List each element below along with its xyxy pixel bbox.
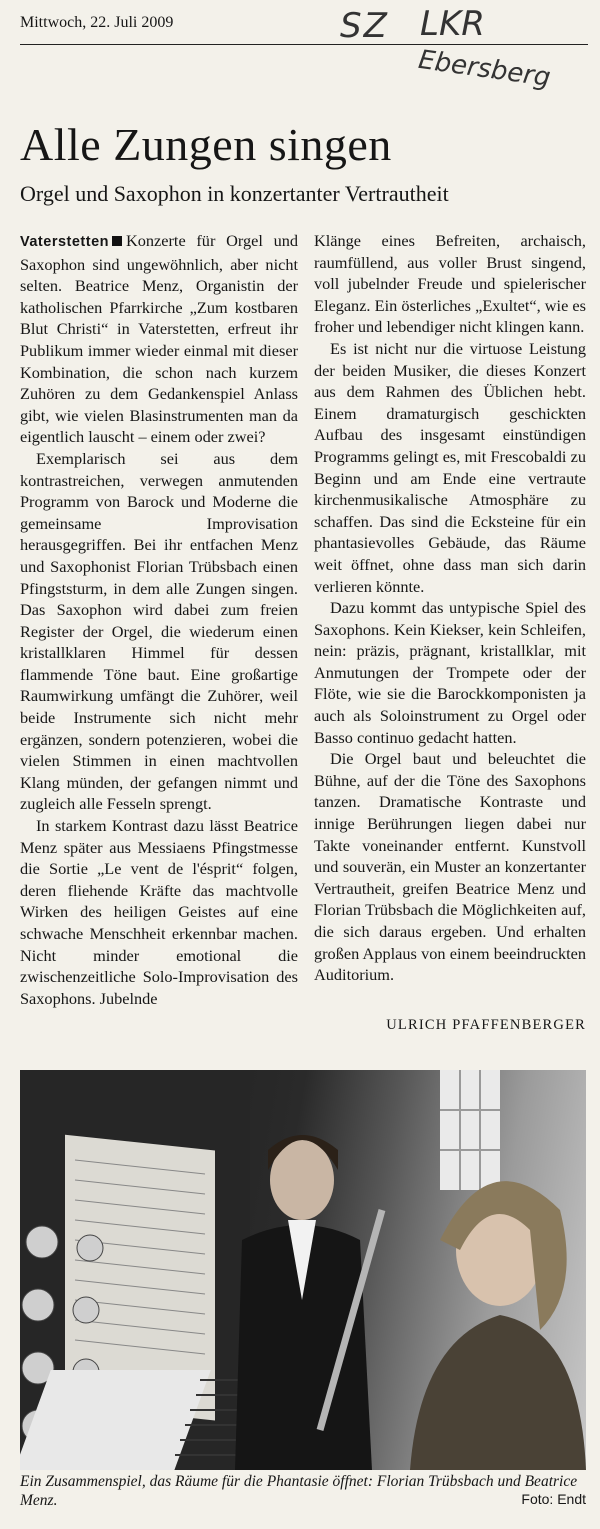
- author-byline: ULRICH PFAFFENBERGER: [386, 1017, 586, 1033]
- handwritten-note-3: Ebersberg: [416, 44, 553, 94]
- subheadline: Orgel und Saxophon in konzertanter Vertrautheit: [20, 181, 449, 206]
- article-column-2: [314, 230, 586, 986]
- paragraph: Dazu kommt das untypische Spiel des Saxophons. Kein Kiekser, kein Schleifen, nein: präzis, prägnant, kristallklar, mit Anmutungen der Trompete oder der Flöte, wie sie die Barockkomponisten ja auch als Soloinstrument zu Orgel oder Basso continuo gedacht hatten.: [314, 598, 586, 747]
- header-rule: [20, 44, 588, 45]
- dateline: Mittwoch, 22. Juli 2009: [20, 14, 174, 31]
- paragraph: [20, 230, 298, 448]
- paragraph: Die Orgel baut und beleuchtet die Bühne, auf der die Töne des Saxophons tanzen. Dramatische Kontraste und innige Berührungen liegen dabei nur Takte voneinander entfernt. Kunstvoll und souverän, ein Muster an konzertanter Vertrautheit, greifen Beatrice Menz und Florian Trübsbach die Möglichkeiten auf, die sich daraus ergeben. Und erhalten großen Applaus von einem beeindruckten Auditorium.: [314, 749, 586, 985]
- article-photo: [20, 1070, 586, 1470]
- handwritten-note-1: SZ: [340, 6, 389, 46]
- paragraph: Klänge eines Befreiten, archaisch, raumfüllend, aus voller Brust singend, voll jubelnder Freude und spielerischer Eleganz. Ein österliches „Exultet“, wie es froher und lebendiger nicht klingen kann.: [314, 231, 586, 337]
- article-column-1: [20, 230, 298, 1009]
- square-bullet-icon: [112, 236, 122, 246]
- photo-credit: Foto: Endt: [521, 1491, 586, 1507]
- photo-illustration: [20, 1070, 586, 1470]
- paragraph: Exemplarisch sei aus dem kontrastreichen, verwegen anmutenden Programm von Barock und Moderne die gemeinsame Improvisation herausgegriffen. Bei ihr entfachen Menz und Saxophonist Florian Trübsbach einen Pfingststurm, in dem alle Zungen singen. Das Saxophon wird dabei zum freien Register der Orgel, die wiederum einen kristallklaren Himmel für dessen flammende Töne baut. Eine großartige Raumwirkung umfängt die Zuhörer, weil beide Instrumente sich nicht mehr ergänzen, sondern potenzieren, wobei die vielen Stimmen in einen machtvollen Klang münden, der gefangen nimmt und zugleich alle Fesseln sprengt.: [20, 448, 298, 814]
- location-dateline: Vaterstetten: [20, 234, 110, 250]
- paragraph: In starkem Kontrast dazu lässt Beatrice Menz später aus Messiaens Pfingstmesse die Sortie „Le vent de l'ésprit“ folgen, deren fliehende Kräfte das machtvolle Wirken des heiligen Geistes auf eine schwache Menschheit erkennbar machen. Nicht minder emotional die zwischenzeitliche Solo-Improvisation des Saxophons. Jubelnde: [20, 816, 298, 1008]
- photo-caption: Ein Zusammenspiel, das Räume für die Phantasie öffnet: Florian Trübsbach und Beatrice Menz.: [20, 1473, 578, 1509]
- headline: Alle Zungen singen: [20, 119, 392, 170]
- handwritten-note-2: LKR: [420, 4, 485, 44]
- paragraph: Es ist nicht nur die virtuose Leistung der beiden Musiker, die dieses Konzert aus dem Rahmen des Üblichen hebt. Einem dramaturgisch geschickten Aufbau des insgesamt einstündigen Programms gelingt es, mit Frescobaldi zu Beginn und am Ende eine vertraute kirchenmusikalische Atmosphäre zu schaffen. Das sind die Ecksteine für ein phantasievolles Gebäude, das Räume weit öffnet, ohne dass man sich darin verlieren könnte.: [314, 338, 586, 596]
- paragraph-text: Konzerte für Orgel und Saxophon sind ungewöhnlich, aber nicht selten. Beatrice Menz, Organistin der katholischen Pfarrkirche „Zum kostbaren Blut Christi“ in Vaterstetten, erfreut ihr Publikum immer wieder einmal mit dieser Kombination, die schon nach kurzem Zuhören zu dem Gedankenspiel Anlass gibt, wie vielen Blasinstrumenten man da eigentlich lauscht – einem oder zwei?: [20, 231, 298, 447]
